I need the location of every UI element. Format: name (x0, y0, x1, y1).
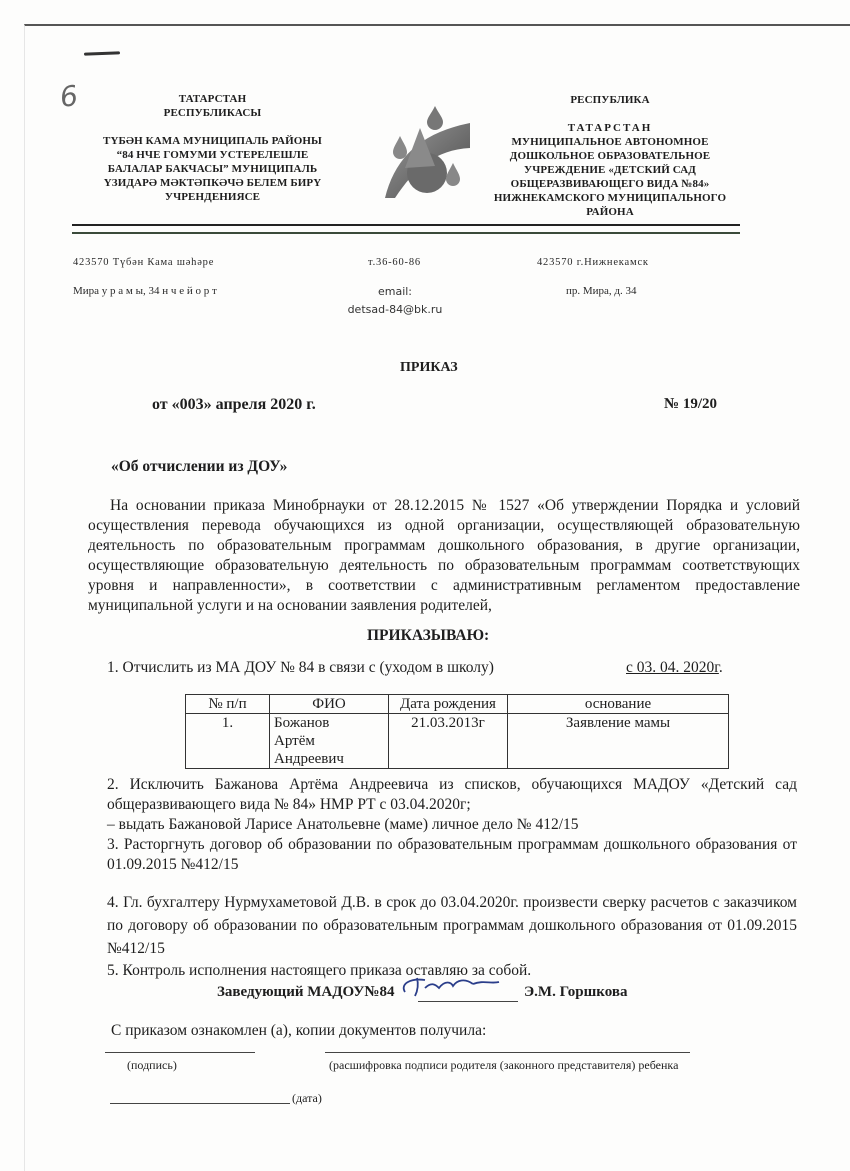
address-tatar-line1: 423570 Түбән Кама шәһәре (73, 257, 215, 268)
org-line: ОБЩЕРАЗВИВАЮЩЕГО ВИДА №84» (510, 178, 710, 190)
org-line: НИЖНЕКАМСКОГО МУНИЦИПАЛЬНОГО (493, 192, 727, 204)
item-3: 3. Расторгнуть договор об образовании по образовательным программам дошкольного образования от 01.09.2015 №412/15 (107, 836, 797, 873)
org-line: “84 НЧЕ ГОМУМИ УСТЕРЕЛЕШЛЕ (116, 149, 309, 161)
org-line: РАЙОНА (586, 206, 634, 218)
org-line: УЧРЕЖДЕНИЕ «ДЕТСКИЙ САД (524, 164, 696, 176)
signatory-title: Заведующий МАДОУ№84 (217, 984, 395, 1000)
parent-name-line (325, 1052, 690, 1053)
acknowledgement-text: С приказом ознакомлен (а), копии документов получила: (111, 1022, 487, 1039)
table-header-cell: Дата рождения (389, 695, 508, 714)
address-tatar-line2: Мира у р а м ы, 34 н ч е й о р т (73, 285, 217, 297)
item-2b: – выдать Бажановой Ларисе Анатольевне (маме) личное дело № 412/15 (107, 816, 579, 833)
header-right-line2: ТАТАРСТАН (567, 122, 653, 134)
table-cell: Заявление мамы (508, 714, 729, 769)
address-ru-line1: 423570 г.Нижнекамск (537, 257, 649, 268)
org-line: ДОШКОЛЬНОЕ ОБРАЗОВАТЕЛЬНОЕ (509, 150, 711, 162)
table-header-row (186, 695, 729, 714)
item-5: 5. Контроль исполнения настоящего приказа оставляю за собой. (107, 962, 532, 979)
table-header-cell: ФИО (270, 695, 389, 714)
date-line (110, 1103, 290, 1104)
order-date: от «003» апреля 2020 г. (152, 396, 316, 413)
signature-icon (395, 970, 515, 1000)
address-ru-line2: пр. Мира, д. 34 (566, 285, 637, 297)
email-link[interactable]: detsad-84@bk.ru (347, 303, 443, 316)
name-decode-caption: (расшифровка подписи родителя (законного представителя) ребенка (329, 1058, 679, 1072)
header-divider (72, 224, 740, 234)
parent-signature-line (105, 1052, 255, 1053)
item-1-text: 1. Отчислить из МА ДОУ № 84 в связи с (уходом в школу) (107, 659, 494, 676)
order-command: ПРИКАЗЫВАЮ: (367, 627, 490, 644)
table-header-cell: основание (508, 695, 729, 714)
order-title: ПРИКАЗ (400, 360, 458, 375)
table-cell: Божанов Артём Андреевич (270, 714, 389, 769)
order-subject: «Об отчислении из ДОУ» (111, 458, 288, 475)
signature-line (418, 1001, 518, 1002)
table-cell: 1. (186, 714, 270, 769)
org-line: ҮЗИДАРӘ МӘКТӘПКӘЧӘ БЕЛЕМ БИРҮ (103, 177, 322, 189)
email-block (330, 283, 460, 319)
header-left-org (70, 134, 355, 204)
preamble: На основании приказа Минобрнауки от 28.12.2015 № 1527 «Об утверждении Порядка и условий осуществления перевода обучающихся из одной организации, осуществляющей образовательную деятельность по образовательным программам дошкольного образования, в другие организации, осуществляющие образовательную деятельность по образовательным программам соответствующих уровня и направленности», в соответствии с административным регламентом предоставление муниципальной услуги и на основании заявления родителей, (88, 497, 800, 614)
item-1-date-value: с 03. 04. 2020г (626, 659, 719, 676)
signature-caption: (подпись) (127, 1058, 177, 1072)
org-line: МУНИЦИПАЛЬНОЕ АВТОНОМНОЕ (511, 136, 709, 148)
pupils-table (185, 694, 729, 769)
header-left-line2: РЕСПУБЛИКАСЫ (163, 107, 262, 119)
handwritten-page-number: 6 (57, 78, 81, 115)
email-label: email: (377, 285, 413, 298)
header-left (70, 92, 355, 204)
table-cell: 21.03.2013г (389, 714, 508, 769)
header-right-line1: РЕСПУБЛИКА (570, 94, 650, 106)
org-line: УЧРЕНДЕНИЯСЕ (164, 191, 261, 203)
table-header-cell: № п/п (186, 695, 270, 714)
item-2: 2. Исключить Бажанова Артёма Андреевича из списков, обучающихся МАДОУ «Детский сад общеразвивающего вида № 84» НМР РТ с 03.04.2020г; (107, 776, 797, 813)
phone: т.36-60-86 (368, 257, 421, 268)
signatory-name: Э.М. Горшкова (524, 984, 628, 1000)
item-4: 4. Гл. бухгалтеру Нурмухаметовой Д.В. в срок до 03.04.2020г. произвести сверку расчетов с заказчиком по договору об образовании по образовательным программам дошкольного образования от 01.09.2015 №412/15 (107, 894, 797, 957)
header-left-line1: ТАТАРСТАН (178, 93, 247, 105)
item-1-date (626, 658, 723, 678)
org-line: ТҮБӘН КАМА МУНИЦИПАЛЬ РАЙОНЫ (103, 135, 322, 147)
water-drops-logo-icon (365, 98, 475, 208)
date-caption: (дата) (292, 1091, 322, 1105)
order-number: № 19/20 (664, 396, 717, 412)
item-1-period: . (718, 659, 723, 676)
table-row (186, 714, 729, 769)
header-right (485, 93, 735, 219)
org-line: БАЛАЛАР БАКЧАСЫ” МУНИЦИПАЛЬ (107, 163, 318, 175)
